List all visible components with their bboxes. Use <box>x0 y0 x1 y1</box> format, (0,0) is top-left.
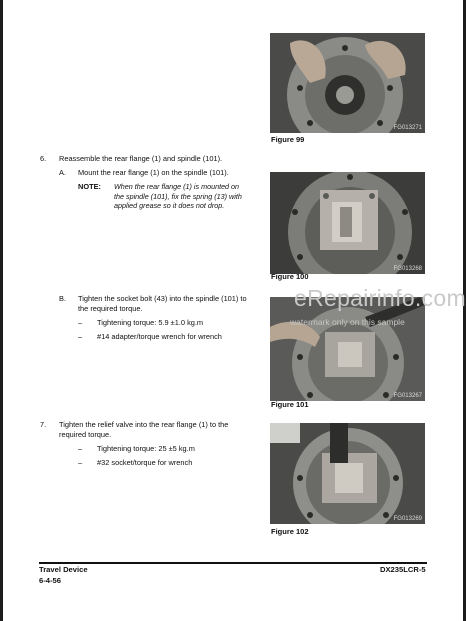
note-line: When the rear flange (1) is mounted on <box>114 182 240 191</box>
figure-99-photo <box>270 33 425 133</box>
figure-101-caption: Figure 101 <box>271 400 309 409</box>
note-label: NOTE: <box>78 182 101 191</box>
step-7-line: Tighten the relief valve into the rear flange (1) to the <box>59 420 229 429</box>
tool-spec: #14 adapter/torque wrench for wrench <box>97 332 222 341</box>
footer-section-title: Travel Device <box>39 565 88 574</box>
figure-code: FG013267 <box>393 393 422 399</box>
watermark-notice: watermark only on this sample <box>290 317 405 327</box>
tool-spec: #32 socket/torque for wrench <box>97 458 193 467</box>
note-line: applied grease so it does not drop. <box>114 201 225 210</box>
torque-spec: Tightening torque: 25 ±5 kg.m <box>97 444 195 453</box>
step-7-line: required torque. <box>59 429 112 439</box>
figure-100-caption: Figure 100 <box>271 272 309 281</box>
figure-102-caption: Figure 102 <box>271 527 309 536</box>
bullet-dash: – <box>78 318 83 327</box>
step-6b-text <box>78 294 247 313</box>
torque-spec: Tightening torque: 5.9 ±1.0 kg.m <box>97 318 204 327</box>
step-6b-line: the required torque. <box>78 303 143 313</box>
step-6b-line: Tighten the socket bolt (43) into the spindle (101) to <box>78 294 247 303</box>
footer-model: DX235LCR-5 <box>380 565 426 574</box>
bullet-dash: – <box>78 444 83 453</box>
figure-code: FG013271 <box>393 125 422 131</box>
figure-code: FG013268 <box>393 266 422 272</box>
step-6a-text: Mount the rear flange (1) on the spindle (101). <box>78 168 229 177</box>
page-left-edge <box>0 0 3 621</box>
figure-99-caption: Figure 99 <box>271 135 305 144</box>
step-6-text: Reassemble the rear flange (1) and spindle (101). <box>59 154 223 163</box>
watermark-site: eRepairinfo.com <box>294 285 466 311</box>
bullet-dash: – <box>78 458 83 467</box>
step-7-number: 7. <box>40 420 47 429</box>
note-body <box>114 182 299 211</box>
figure-101-photo <box>270 297 425 401</box>
step-7-text <box>59 420 228 439</box>
step-6-number: 6. <box>40 154 47 163</box>
bullet-dash: – <box>78 332 83 341</box>
figure-102-photo <box>270 423 425 524</box>
footer-divider <box>39 562 427 564</box>
step-6b-letter: B. <box>59 294 66 303</box>
footer-page-number: 6-4-56 <box>39 576 61 585</box>
step-6a-letter: A. <box>59 168 66 177</box>
note-line: the spindle (101), fix the spring (13) with <box>114 191 242 201</box>
figure-code: FG013269 <box>393 516 422 522</box>
